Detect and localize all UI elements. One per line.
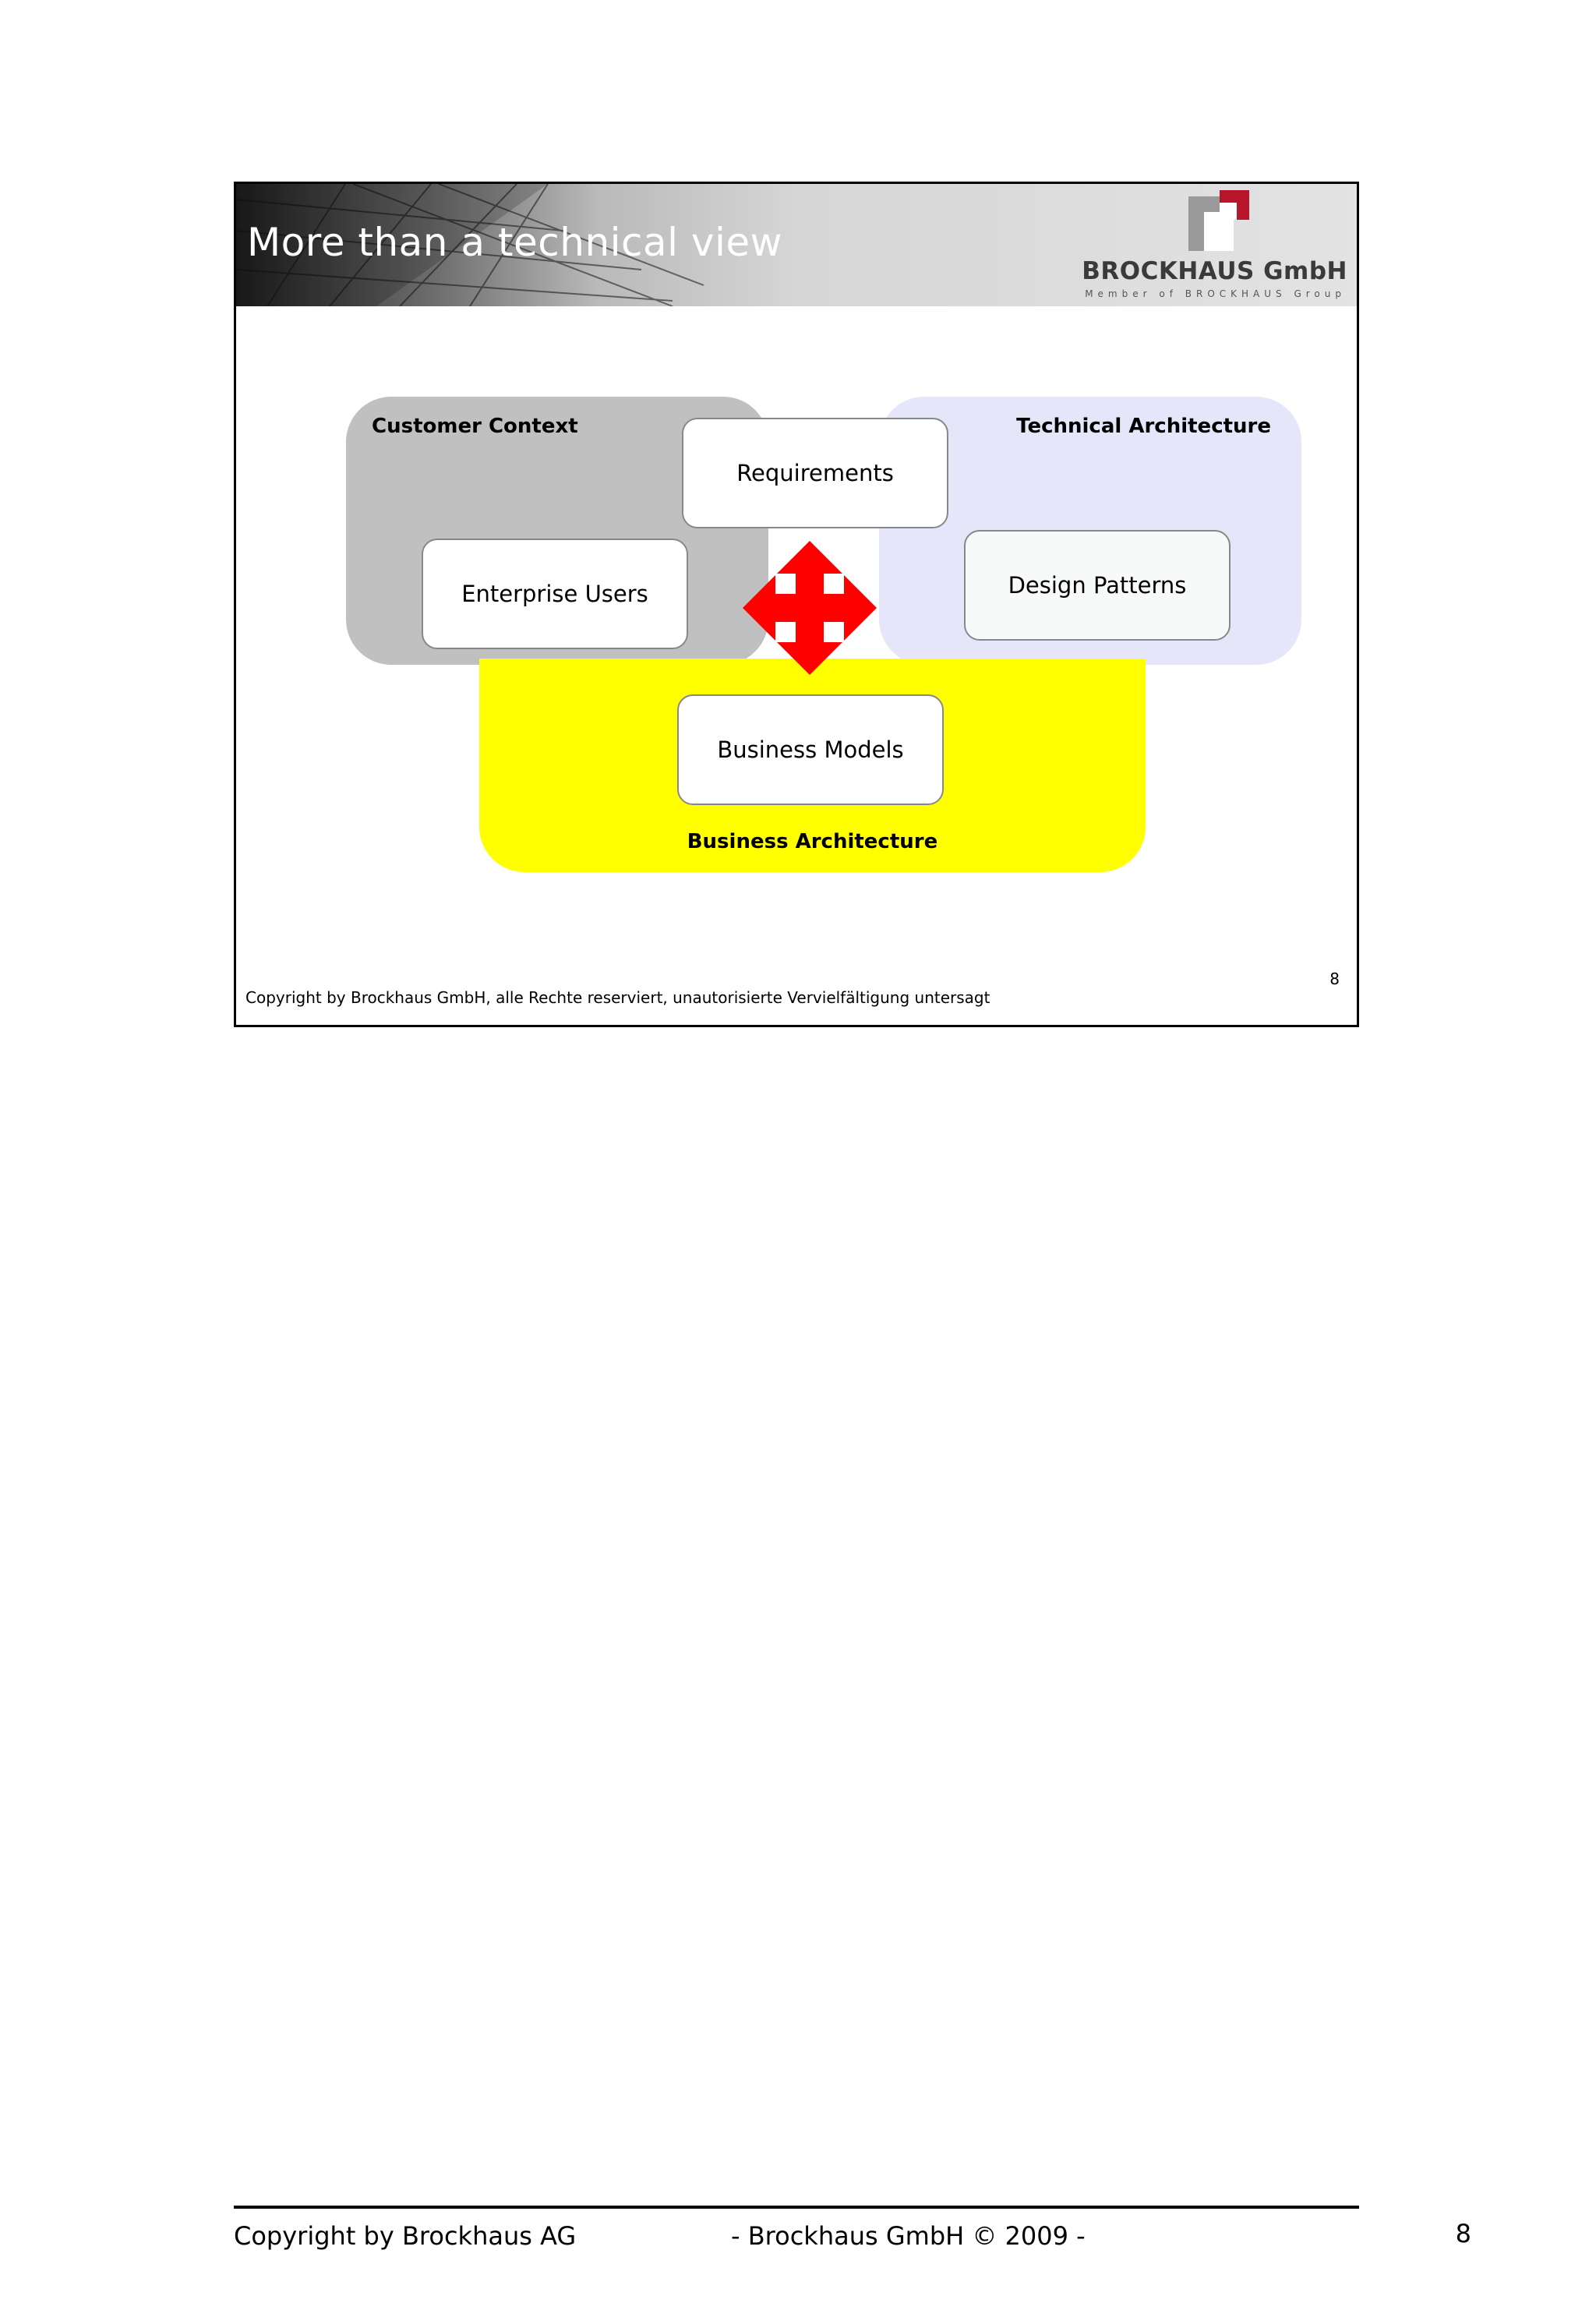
technical-architecture-label: Technical Architecture [1016,415,1271,438]
footer-center-text: - Brockhaus GmbH © 2009 - [731,2221,1086,2251]
four-way-arrow-icon [743,541,877,675]
logo-company-name: BROCKHAUS GmbH [1082,257,1347,285]
slide-number: 8 [1329,970,1340,988]
customer-context-label: Customer Context [372,415,578,438]
slide [234,182,1359,1027]
business-architecture-label: Business Architecture [687,830,938,853]
enterprise-users-box: Enterprise Users [422,539,688,649]
footer-copyright: Copyright by Brockhaus AG [234,2221,577,2251]
slide-title: More than a technical view [247,220,783,265]
slide-copyright: Copyright by Brockhaus GmbH, alle Rechte reserviert, unautorisierte Vervielfältigung untersagt [245,988,990,1007]
logo-tagline: Member of BROCKHAUS Group [1085,288,1346,299]
footer-page-number: 8 [1455,2219,1471,2248]
slide-header [236,184,1357,306]
brockhaus-logo-icon [1188,190,1249,251]
footer-divider [234,2206,1359,2209]
brockhaus-logo [1082,189,1349,302]
requirements-box: Requirements [682,418,948,528]
business-models-box: Business Models [677,694,944,805]
design-patterns-box: Design Patterns [964,530,1231,641]
